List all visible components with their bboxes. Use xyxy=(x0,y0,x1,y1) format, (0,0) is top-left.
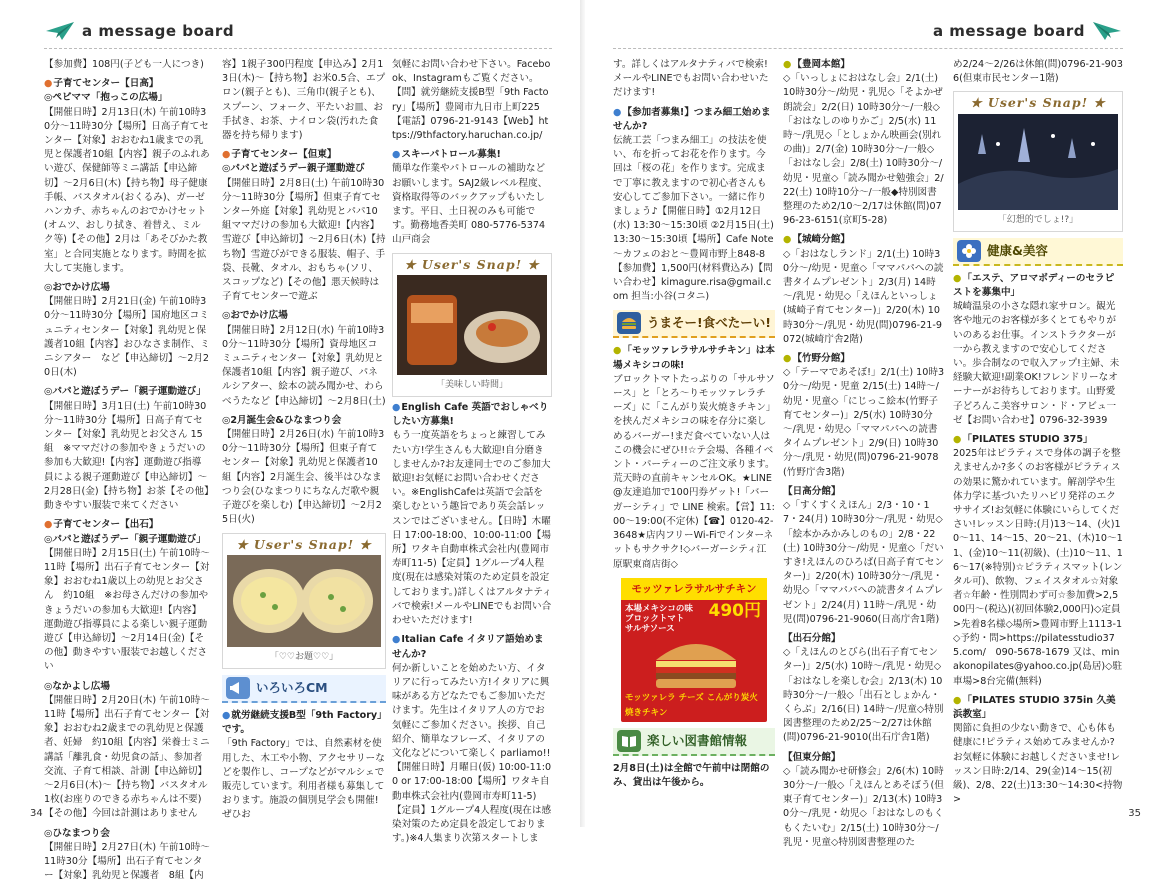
header-title: a message board xyxy=(82,22,235,40)
text-block xyxy=(953,694,1123,808)
paragraph: 城崎温泉の小さな隠れ家サロン。観光客や地元のお客様が多くとてもやりがいのあるお仕事。インストラクターが一から教えますので安心してください。歩合制なので収入アップ!主婦、未経験大歓迎!副業OK!フレンドリーなオーナーがお待ちしております。山野愛子どろんこ美容サロン・ド・アビュ一ゼ【お問い合わせ】0796-32-3939 xyxy=(953,301,1120,426)
burger-icon xyxy=(617,312,641,334)
paragraph: 【開催日時】2月12日(水) 午前10時30分～11時30分【場所】資母地区コミュニティセンター【対象】乳幼児と保護者10組【内容】親子遊び、パネルシアター、絵本の読み聞かせ、わらべうたなど【申込締切】～2月8日(土) xyxy=(222,324,386,407)
paragraph: 【開催日時】2月15日(土) 午前10時～11時【場所】出石子育てセンター【対象】おおむね1歳以上の幼児とお父さん 約10組 ※お母さんだけの参加やきょうだいの参加も大歓迎!【内容】運動遊び指導員による楽しい親子運動遊び【申込締切】～2月14日(金)【その他】動きやすい服装でお越しください xyxy=(44,547,210,673)
left-col-3 xyxy=(392,58,552,845)
paragraph: め2/24～2/26は休館(問)0796-21-9036(但東市民センター1階) xyxy=(953,59,1123,85)
text-block xyxy=(44,385,210,513)
block-title: ● 子育てセンター【但東】 xyxy=(222,148,386,162)
paragraph: 関節に負担の少ない動きで、心も体も健康に!ピラティス始めてみませんか?お気軽に体験にお越しくださいませ!レッスン日時:2/14、29(金)14～15(初級)、2/8、22(土)13:30～14:30<持物> xyxy=(953,723,1123,806)
burger-illustration xyxy=(651,632,741,692)
paragraph: もう一度英語をちょっと練習してみたい方!学生さんも大歓迎!自分磨きしませんか?お友達同士でのご参加大歓迎!お気軽にお問い合わせください。※EnglishCafeは英語で会話を楽しむという趣旨であり英会話レッスンではございません。【日時】木曜日 17:00-18:00、10:00-11:00【場所】ワタキ自動車株式会社内(豊岡市寿町11-5)【定員】1グループ4人程度(現在は感染対策のため定員を設定しております。)詳しくはアルタナティバで検索!メールやLINEでもお問い合わせいただけます! xyxy=(392,430,552,627)
block-title: ◎なかよし広場 xyxy=(44,680,110,692)
block-title: 【但東分館】 xyxy=(783,751,841,763)
advert-title: モッツァレラサルサチキン xyxy=(621,578,767,600)
page-number: 34 xyxy=(30,808,43,819)
paragraph: 【参加費】108円(子ども一人につき) xyxy=(44,59,204,70)
text-block xyxy=(783,632,945,746)
section-banner-iroiro-cm xyxy=(222,675,386,703)
paragraph: 容】1親子300円程度【申込み】2月13日(木)～【持ち物】お米0.5合、エプロン(親子とも)、三角巾(親子とも)、スプーン、フォーク、平たいお皿、お手拭き、お茶、ナイロン袋(汚れた食器を持ち帰ります) xyxy=(222,59,386,142)
text-block xyxy=(44,518,210,674)
banner-label: 楽しい図書館情報 xyxy=(647,732,748,748)
header-divider xyxy=(44,48,552,49)
advert-foot-line: こんがり炭火焼きチキン xyxy=(625,693,758,718)
text-block xyxy=(783,751,945,850)
header-divider xyxy=(613,48,1123,49)
block-title: ● 「モッツァレラサルサチキン」は本場メキシコの味! xyxy=(613,344,775,372)
advert-foot-line: チーズ xyxy=(678,693,704,704)
block-title: ● 【参加者募集!】つまみ細工始めませんか? xyxy=(613,106,775,134)
text-block xyxy=(953,272,1123,428)
sub-title: ◎パパと遊ぼうデー親子運動遊び xyxy=(222,163,365,175)
banner-label: 健康&美容 xyxy=(987,242,1048,258)
banner-label: いろいろCM xyxy=(256,679,328,695)
section-banner-food xyxy=(613,310,775,338)
block-title: ● 【城崎分館】 xyxy=(783,233,945,247)
advert-sub-line: ブロックトマト xyxy=(625,613,685,624)
block-title: ● Italian Cafe イタリア語始めませんか? xyxy=(392,633,552,661)
paragraph: ◇「テーマであそぼ!」2/1(土) 10時30分～/幼児・児童 2/15(土) 14時～/幼児・児童◇「にじっこ絵本(竹野子育てセンター)」2/5(水) 10時30分～/乳児・幼児◇「ママパパへの読書タイムプレゼント」2/9(日) 10時30分～/乳児・幼児(問)0796-21-9078(竹野庁舎3階) xyxy=(783,367,945,478)
sub-title: ◎ぺビママ「抱っこの広場」 xyxy=(44,92,168,104)
snap-title: ★ User's Snap! ★ xyxy=(236,536,372,552)
text-block xyxy=(44,58,210,72)
section-banner-health xyxy=(953,238,1123,266)
banner-label: うまそー!食べたーい! xyxy=(647,315,771,331)
paragraph: ブロックトマトたっぷりの「サルサソース」と「とろ～りモッツァレラチーズ」に「こんがり炭火焼きチキン」を挟んだメキシコの味を存分に楽しめるバーガー!まだ食べていない人はこの機会にぜひ!!☆テ会場、各種イベント・パーティーのご注文承ります。荒天時の直前キャンセルOK。★LINE@友達追加で100円券ゲット!「バーガーシティ」で LINE 検索。【営】11:00～19:00(不定休)【☎】0120-42-3648★店内フリーWi-Fiでインターネットもサクサク!◇バーガーシティ江原駅東商店街◇ xyxy=(613,373,775,570)
right-col-1 xyxy=(613,58,775,810)
section-banner-library xyxy=(613,728,775,756)
food-photo xyxy=(227,555,381,647)
text-block xyxy=(44,680,210,822)
text-block xyxy=(613,344,775,571)
block-title: ◎おでかけ広場 xyxy=(222,310,288,322)
text-block xyxy=(222,58,386,143)
snap-caption: 「美味しい時間」 xyxy=(435,379,508,390)
paragraph: 簡単な作業やパトロールの補助などお願いします。SAJ2級レベル程度、資格取得等のバックアップもいたします。平日、土日祝のみも可能です。勤務地香美町 080-5776-5374 山戸商会 xyxy=(392,163,549,246)
text-block xyxy=(44,77,210,276)
text-block xyxy=(953,58,1123,86)
flower-icon xyxy=(957,240,981,262)
right-col-2 xyxy=(783,58,945,848)
block-title: 【日高分館】 xyxy=(783,485,841,497)
snap-title: ★ User's Snap! ★ xyxy=(404,256,540,272)
advert-subtitle xyxy=(625,604,693,634)
paragraph: 2月8日(土)は全館で午前中は閉館のみ、貸出は午後から。 xyxy=(613,762,770,788)
text-block xyxy=(44,827,210,883)
text-block xyxy=(783,352,945,480)
left-col-2 xyxy=(222,58,386,821)
book-icon xyxy=(617,730,641,752)
paragraph: ◇「いっしょにおはなし会」2/1(土) 10時30分～/幼児・乳児◇「そよかぜ朗読会」2/2(日) 10時30分～/一般◇「おはなしのゆりかご」2/5(水) 11時～/乳児◇「としょかん映画会(別れの曲)」2/7(金) 10時30分～/一般◇「おはなし会」2/8(土) 10時30分～/幼児・児童◇「読み聞かせ勉強会」2/22(土) 10時10分～/一般◆特別図書整理のため2/10～2/17は休館(問)0796-23-6151(京町5-28) xyxy=(783,73,944,227)
block-title: ◎2月誕生会&ひなまつり会 xyxy=(222,414,342,426)
block-title: ● 「PILATES STUDIO 375」 xyxy=(953,433,1123,447)
text-block xyxy=(613,58,775,101)
block-title: ● 【竹野分館】 xyxy=(783,352,945,366)
paragraph: 【開催日時】3月1日(土) 午前10時30分～11時30分【場所】日高子育てセンター【対象】乳幼児とお父さん 15組 ※ママだけの参加やきょうだいの参加も大歓迎!【内容】運動遊び指導員による親子運動遊び【申込締切】～2月28日(金)【持ち物】お茶【その他】動きやすい服装で来てください xyxy=(44,400,209,512)
advert-foot-line: モッツァレラ xyxy=(625,693,676,704)
paragraph: 「9th Factory」では、自然素材を使用した、木工や小物、アクセサリーなどを製作し、コープなどがマルシェで販売しています。利用者様も募集しております。施設の個別見学会も開催!ぜひお xyxy=(222,738,385,821)
block-title: ● English Cafe 英語でおしゃべりしたい方募集! xyxy=(392,401,552,429)
paragraph: 2025年はピラティスで身体の調子を整えませんか?多くのお客様がピラティスの効果に驚かれています。解剖学や生体力学に基づいたリハビリ発祥のエクササイズ!お気軽に体験にいらしてください!レッスン日時:(月)13～14、(火)10～11、14～15、20～21、(木)10～11、(金)10～11(初級)、(土)10～11、16～17(※特別)☆ピラティスマット(レンタル可)、飲物、フェイスタオル☆対象者☆年齢・性別問わず可☆参加費>2,500円～(税込)(初回体験2,000円)◇定員>先着8名様◇場所>豊岡市野上1113-1◇予約・問>https://pilatesstudio375.com/ 090-5678-1679 又は、minakonopilates@yahoo.co.jp(島居)◇駐車場>8台完備(無料) xyxy=(953,448,1123,687)
block-title: ● 【豊岡本館】 xyxy=(783,58,945,72)
snap-caption: 「♡♡お題♡♡」 xyxy=(269,651,339,662)
users-snap-frame xyxy=(222,533,386,669)
paragraph: ◇「えほんのとびら(出石子育てセンター)」2/5(水) 10時～/乳児・幼児◇「おはなしを楽しむ会」2/13(木) 10時30分～/一般◇「出石としょかん・くらぶ」2/16(日) 14時～/児童◇特別図書整理のため2/25～2/27は休館(問)0796-21-9010(出石庁舎1階) xyxy=(783,647,944,744)
night-photo xyxy=(958,114,1118,210)
advert-footer xyxy=(621,689,767,721)
snap-title: ★ User's Snap! ★ xyxy=(970,95,1106,111)
text-block xyxy=(953,433,1123,689)
text-block xyxy=(392,633,552,846)
advert-price: 490円 xyxy=(708,600,761,621)
block-title: ● 「エステ、アロマボディーのセラピストを募集中」 xyxy=(953,272,1123,300)
paragraph: 【開催日時】2月13日(木) 午前10時30分～11時30分【場所】日高子育てセンター【対象】おおむね1歳までの乳児と保護者10組【内容】親子のふれあい遊び、保健師等ミニ講話【申込締切】～2月6日(木)【持ち物】母子健康手帳、バスタオル(おくるみ)、ガーゼハンカチ、赤ちゃんのおでかけセット(オムツ、おしり拭き、着替え、ミルク等)【その他】2月は「あそびかた教室」と合同実施となります。時間を拡大して実施します。 xyxy=(44,106,210,274)
text-block xyxy=(613,762,775,790)
left-page xyxy=(0,0,580,882)
paragraph: ◇「読み聞かせ研修会」2/6(木) 10時30分～/一般◇「えほんとあそぼう(但東子育てセンター)」2/13(木) 10時30分～/乳児・幼児◇「おはなしのもくもくたいむ」2/15(土) 10時30分～/乳児・児童◇特別図書整理のた xyxy=(783,765,944,848)
advert-sub-line: サルサソース xyxy=(625,623,675,634)
text-block xyxy=(222,148,386,304)
paragraph: 何か新しいことを始めたい方、イタリアに行ってみたい方!イタリアに興味がある方どなたでもご参加いただけます。先生はイタリア人の方でお気軽にご参加ください。挨拶、自己紹介、簡単なフレーズ、イタリアの文化などについて楽しく parliamo!!【開催日時】月曜日(仮) 10:00-11:00 or 17:00-18:00【場所】ワタキ自動車株式会社内(豊岡市寿町11-5)【定員】1グループ4人程度(現在は感染対策のため定員を設定しております。)※4人集まり次第スタートしま xyxy=(392,662,552,845)
paper-plane-icon xyxy=(1091,20,1123,42)
text-block xyxy=(392,401,552,628)
users-snap-frame xyxy=(953,91,1123,231)
block-title: ◎パパと遊ぼうデー「親子運動遊び」 xyxy=(44,386,206,398)
text-block xyxy=(392,148,552,247)
paragraph: 【開催日時】2月27日(木) 午前10時～11時30分【場所】出石子育てセンター【対象】乳幼児と保護者 8組【内 xyxy=(44,841,210,882)
block-title: ● 子育てセンター【日高】 xyxy=(44,77,210,91)
text-block xyxy=(222,414,386,528)
paper-plane-icon xyxy=(44,20,76,42)
text-block xyxy=(783,58,945,228)
block-title: ◎おでかけ広場 xyxy=(44,282,110,294)
paragraph: 気軽にお問い合わせ下さい。Facebook、Instagramもご覧ください。【問】就労継続支援B型「9th Factory」【場所】豊岡市九日市上町225【電話】0796-21-9143【Web】https://9thfactory.haruchan.co.jp/ xyxy=(392,59,551,142)
left-col-1 xyxy=(44,58,210,882)
right-page xyxy=(585,0,1165,848)
header-right xyxy=(933,14,1123,48)
paragraph: 【開催日時】2月8日(土) 午前10時30分～11時30分【場所】但東子育てセンター外庭【対象】乳幼児とパパ10組ママだけの参加も大歓迎!【内容】雪遊び【申込締切】～2月6日(木)【持ち物】雪遊びができる服装、帽子、手袋、長靴、タオル、おもちゃ(ソリ、スコップなど)【その他】悪天候時は子育てセンターで遊ぶ xyxy=(222,177,386,303)
text-block xyxy=(783,485,945,627)
text-block xyxy=(613,106,775,305)
text-block xyxy=(392,58,552,143)
paragraph: 【開催日時】2月21日(金) 午前10時30分～11時30分【場所】国府地区コミュニティセンター【対象】乳幼児と保護者10組【内容】おひなさま制作、ミニシアター など【申込締切】～2月20日(木) xyxy=(44,296,210,379)
paragraph: 【開催日時】2月20日(木) 午前10時～11時【場所】出石子育てセンター【対象】おおむね2歳までの乳幼児と保護者、妊婦 約10組【内容】栄養士ミニ講話「離乳食・幼児食の話」、参加者交流、子育て相談、計測【申込締切】～2月6日(木)～【持ち物】バスタオル1枚(お座りのできる赤ちゃんは不要)【その他】今回は計測はありません xyxy=(44,694,210,820)
paragraph: す。詳しくはアルタナティバで検索!メールやLINEでもお問い合わせいただけます! xyxy=(613,59,769,99)
snap-caption: 「幻想的でしょ!?」 xyxy=(997,214,1079,225)
text-block xyxy=(222,309,386,408)
block-title: ● スキーパトロール募集! xyxy=(392,148,552,162)
users-snap-frame xyxy=(392,253,552,397)
page-number: 35 xyxy=(1128,808,1141,819)
drink-photo xyxy=(397,275,547,375)
block-title: ● 就労継続支援B型「9th Factory」です。 xyxy=(222,709,386,737)
paragraph: 伝統工芸「つまみ細工」の技法を使い、布を折ってお花を作ります。今回は「桜の花」を作ります。完成まで丁寧に教えますので初心者さんも安心してご参加下さい。一緒に作りましょう♪【開催日時】①2月12日(水) 13:30～15:30頃 ②2月15日(土) 13:30～15:30頃【場所】Cafe Note ～カフェのおと～豊岡市野上848-8【参加費】1,500円(材料費込み)【問い合わせ】kimagure.risa@gmail.com 担当:小谷(コタニ) xyxy=(613,135,777,303)
block-title: ● 「PILATES STUDIO 375in 久美浜教室」 xyxy=(953,694,1123,722)
megaphone-icon xyxy=(226,677,250,699)
sub-title: ◎パパと遊ぼうデー「親子運動遊び」 xyxy=(44,533,206,545)
paragraph: ◇「すくすくえほん」2/3・10・17・24(月) 10時30分～/乳児・幼児◇「絵本かみかみしのもの」2/8・22(土) 10時30分～/幼児・児童◇「だいすき!えほんのひろば(日高子育てセンター)」2/20(木) 10時30分～/乳児・幼児◇「ママパパへの読書タイムプレゼント」2/24(月) 11時～/乳児・幼児(問)0796-21-9060(日高庁舎1階) xyxy=(783,500,945,625)
header-title: a message board xyxy=(932,22,1085,40)
text-block xyxy=(44,281,210,380)
paragraph: ◇「おはなしランド」2/1(土) 10時30分～/幼児・児童◇「ママパパへの読書タイムプレゼント」2/3(月) 14時～/乳児・幼児◇「えほんといっしょ(城崎子育てセンター)」2/20(木) 10時30分～/乳児・幼児(問)0796-21-9072(城崎庁舎2階) xyxy=(783,248,944,345)
advert-sub-line: 本場メキシコの味 xyxy=(625,603,693,614)
block-title: 【出石分館】 xyxy=(783,632,841,644)
block-title: ◎ひなまつり会 xyxy=(44,827,110,839)
header-left xyxy=(44,14,234,48)
paragraph: 【開催日時】2月26日(水) 午前10時30分～11時30分【場所】但東子育てセンター【対象】乳幼児と保護者10組【内容】2月誕生会、後半はひなまつり会(ひなまつりにちなんだ歌や親子遊びを楽しむ)【申込締切】～2月25日(火) xyxy=(222,429,385,526)
block-title: ● 子育てセンター【出石】 xyxy=(44,518,210,532)
text-block xyxy=(783,233,945,347)
text-block xyxy=(222,709,386,823)
burger-advert xyxy=(621,578,767,722)
right-col-3 xyxy=(953,58,1123,810)
